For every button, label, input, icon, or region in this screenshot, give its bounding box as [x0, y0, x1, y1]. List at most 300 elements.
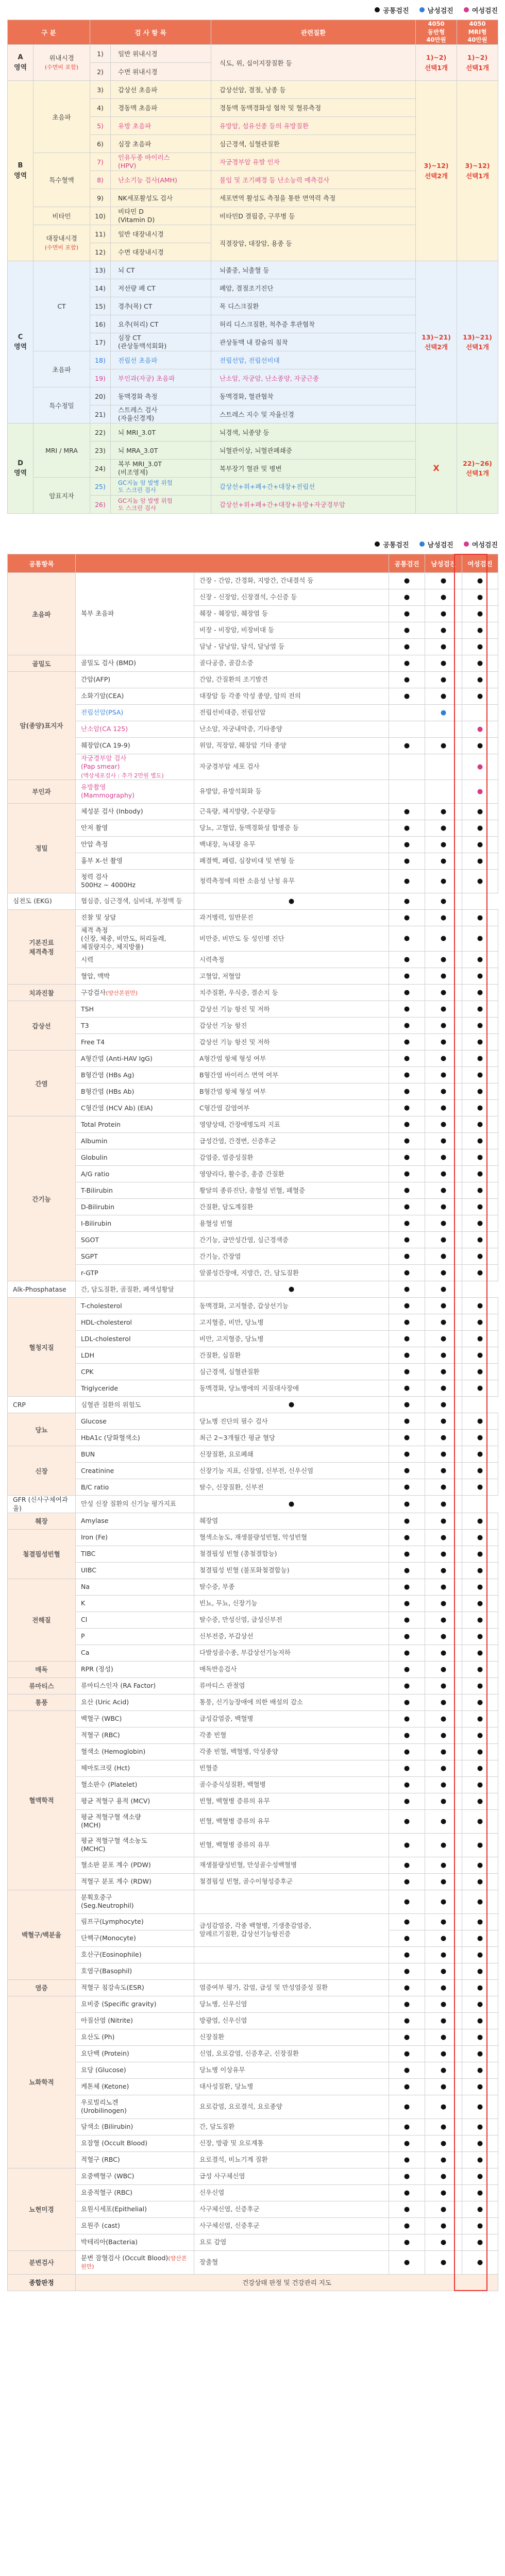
common-mark-icon: ●	[389, 2168, 425, 2184]
male-mark-icon: ●	[425, 1248, 462, 1265]
related-disease: 심혈관 질환의 위험도	[76, 1397, 194, 1413]
female-mark-icon: ●	[462, 2168, 498, 2184]
male-dot-icon	[419, 541, 425, 547]
male-mark-icon: ●	[425, 1546, 462, 1562]
exam-item: Cl	[76, 1612, 194, 1628]
male-mark-icon: ●	[425, 1149, 462, 1166]
table-row	[8, 803, 498, 820]
related-disease: 염증여부 평가, 감염, 급성 및 만성염증성 질환	[194, 1979, 389, 1996]
common-mark-icon: ●	[389, 1479, 425, 1496]
table-row	[8, 1215, 498, 1232]
common-mark-icon: ●	[389, 1083, 425, 1100]
table-row	[8, 1050, 498, 1067]
female-mark-icon: ●	[462, 1018, 498, 1034]
female-mark-icon: ●	[462, 1710, 498, 1727]
female-mark-icon: ●	[462, 1067, 498, 1083]
female-mark-icon: ●	[462, 1413, 498, 1430]
related-disease: 탈수, 신장질환, 신부전	[194, 1479, 389, 1496]
exam-item: 요원시세포(Epithelial)	[76, 2201, 194, 2217]
male-mark-icon: ●	[425, 573, 462, 589]
exam-item: B/C ratio	[76, 1479, 194, 1496]
exam-item: I-Bilirubin	[76, 1215, 194, 1232]
related-disease: 혈색소농도, 재생불량성빈혈, 악성빈혈	[194, 1529, 389, 1546]
common-mark-icon: ●	[389, 1116, 425, 1133]
exam-item: 평균 적혈구 용적 (MCV)	[76, 1793, 194, 1809]
related-disease: 류마티스 관절염	[194, 1677, 389, 1694]
common-mark-icon: ●	[389, 1793, 425, 1809]
common-mark-icon: ●	[389, 1857, 425, 1873]
common-mark-icon: ●	[389, 1265, 425, 1281]
common-mark-icon: ●	[389, 2201, 425, 2217]
male-mark-icon: ●	[425, 606, 462, 622]
male-mark-icon: ●	[425, 1133, 462, 1149]
male-mark-icon: ●	[425, 1710, 462, 1727]
table-row	[8, 1281, 498, 1298]
table-row	[8, 2168, 498, 2184]
table-row	[8, 1248, 498, 1265]
female-mark-icon: ●	[425, 893, 462, 909]
related-disease: 당뇨병 이상유무	[194, 2062, 389, 2078]
related-disease: 철결핍성 빈혈 (불포화철결합능)	[194, 1562, 389, 1579]
group-cell: 암(종양)표지자	[8, 672, 76, 780]
male-mark-icon	[425, 779, 462, 803]
common-mark-icon: ●	[389, 1248, 425, 1265]
female-mark-icon: ●	[462, 1116, 498, 1133]
legend-female: 여성검진	[464, 5, 498, 15]
exam-item: 췌장암(CA 19-9)	[76, 738, 194, 754]
exam-item: 복부 초음파	[76, 573, 194, 655]
female-mark-icon: ●	[462, 1930, 498, 1946]
female-mark-icon: ●	[462, 2201, 498, 2217]
male-mark-icon: ●	[425, 639, 462, 655]
female-mark-icon: ●	[462, 1913, 498, 1930]
exam-item: 심전도 (EKG)	[8, 893, 76, 909]
female-mark-icon: ●	[462, 1083, 498, 1100]
related-disease: 간기능, 급만성간염, 심근경색증	[194, 1232, 389, 1248]
table-row	[8, 1793, 498, 1809]
related-disease: 간기능, 간장염	[194, 1248, 389, 1265]
table-row	[8, 1661, 498, 1677]
male-mark-icon: ●	[425, 869, 462, 893]
female-mark-icon: ●	[462, 1364, 498, 1380]
male-mark-icon: ●	[425, 1727, 462, 1743]
male-mark-icon: ●	[425, 2029, 462, 2045]
exam-item: 체성분 검사 (Inbody)	[76, 803, 194, 820]
exam-item: Globulin	[76, 1149, 194, 1166]
exam-item: B형간염 (HBs Ag)	[76, 1067, 194, 1083]
female-mark-icon: ●	[462, 869, 498, 893]
common-mark-icon: ●	[389, 853, 425, 869]
common-mark-icon: ●	[389, 672, 425, 688]
related-disease: 용혈성 빈혈	[194, 1215, 389, 1232]
related-disease: 간질환, 심질환	[194, 1347, 389, 1364]
table-row	[8, 985, 498, 1001]
exam-item: T-Bilirubin	[76, 1182, 194, 1199]
male-mark-icon: ●	[425, 1067, 462, 1083]
table-row	[8, 1479, 498, 1496]
related-disease: 비장 - 비장암, 비장비대 등	[194, 622, 389, 639]
area-b-select-2: 3)~12) 선택1개	[457, 81, 498, 261]
table-row	[8, 1979, 498, 1996]
female-mark-icon: ●	[462, 1380, 498, 1397]
related-disease: 매독반응검사	[194, 1661, 389, 1677]
exam-item: CRP	[8, 1397, 76, 1413]
common-mark-icon: ●	[389, 738, 425, 754]
area-a-select-1: 1)~2) 선택1개	[416, 45, 457, 81]
table-row	[8, 1595, 498, 1612]
common-mark-icon: ●	[389, 2135, 425, 2151]
common-mark-icon: ●	[389, 952, 425, 968]
common-mark-icon: ●	[389, 655, 425, 672]
common-dot-icon	[375, 7, 380, 12]
male-mark-icon: ●	[425, 1331, 462, 1347]
male-mark-icon: ●	[425, 1034, 462, 1050]
female-mark-icon: ●	[462, 2250, 498, 2274]
female-mark-icon: ●	[462, 622, 498, 639]
male-mark-icon: ●	[425, 1298, 462, 1314]
female-mark-icon: ●	[462, 909, 498, 926]
related-disease: B형간염 항체 형성 여부	[194, 1083, 389, 1100]
common-dot-icon	[375, 541, 380, 547]
related-disease: 고혈압, 저혈압	[194, 968, 389, 985]
male-mark-icon: ●	[425, 1364, 462, 1380]
exam-item: 흉부 X-선 촬영	[76, 853, 194, 869]
exam-item: 혈색소 (Hemoglobin)	[76, 1743, 194, 1760]
male-mark-icon	[425, 754, 462, 780]
related-disease: 갑상선 기능 항진	[194, 1018, 389, 1034]
package-options-table: 구 분 검 사 항 목 관련질환 4050 동반형 40만원 4050 MRI형 40만원 A 영역 위내시경 (수면비 포함) 1) 일반 위내시경 식도, 위, 십이지장질환 등 1)~2) 선택1개 1)~2) 선택1개 2) 수면 위내시경 B 영역 초음파 3) 갑상선 초음파 갑상선암, 결절, 낭종 등 3)~12) 선택2개 3)~12) 선택1개 4) 경동맥 초음파 경동맥 동맥경화성 협착 및 혈류측정 5) 유방 초음파 유방암, 섬유선종 등의 유방질환 6) 심장 초음파 심근경색, 심혈관질환 특수혈액 7) 인유두종 바이러스 (HPV) 자궁경부암 유발 인자 8) 난소기능 검사(AMH) 불임 및 조기폐경 등 난소능력 예측검사 9) NK세포활성도 검사 세포면역 활성도 측정을 통한 면역력 측정 비타민 10) 비타민 D (Vitamin D) 비타민D 결핍증, 구루병 등 대장내시경 (수면비 포함) 11) 일반 대장내시경 직결장암, 대장암, 용종 등 12) 수면 대장내시경 C 영역 CT 13) 뇌 CT 뇌졸중, 뇌출혈 등 13)~21) 선택2개 13)~21) 선택1개 14) 저선량 폐 CT 폐암, 결절조기진단 15) 경추(목) CT 목 디스크질환 16) 요추(허리) CT 허리 디스크질환, 척추증 후관협착 17) 심장 CT (관상동맥석회화) 관상동맥 내 칼슘의 침착 초음파 18) 전립선 초음파 전립선암, 전립선비대 19) 부인과(자궁) 초음파 난소암, 자궁암, 난소종양, 자궁근종 특수정밀 20) 동맥경화 측정 동맥경화, 혈관협착 21) 스트레스 검사 (자율신경계) 스트레스 지수 및 자율신경 D 영역 MRI / MRA 22) 뇌 MRI_3.0T 뇌경색, 뇌종양 등 X 22)~26) 선택1개 23) 뇌 MRA_3.0T 뇌혈관이상, 뇌혈관폐쇄증 24) 복부 MRI_3.0T (비조영제) 복부장기 혈관 및 병변 암표지자 25) GC지놈 암 발병 위험 도 스크린 검사 갑상선+위+폐+간+대장+전립선 26) GC지놈 암 발병 위험 도 스크린 검사 갑상선+위+폐+간+대장+유방+자궁경부암	[7, 20, 498, 514]
male-mark-icon: ●	[425, 1890, 462, 1913]
male-mark-icon: ●	[389, 1281, 425, 1298]
exam-item: Na	[76, 1579, 194, 1595]
table-row	[8, 893, 498, 909]
male-mark-icon: ●	[425, 1963, 462, 1979]
male-mark-icon: ●	[425, 1018, 462, 1034]
female-mark-icon: ●	[462, 738, 498, 754]
table-row	[8, 705, 498, 721]
group-cell: 신장	[8, 1446, 76, 1496]
common-mark-icon: ●	[389, 1562, 425, 1579]
exam-item: B형간염 (HBs Ab)	[76, 1083, 194, 1100]
common-mark-icon: ●	[389, 1694, 425, 1710]
male-mark-icon: ●	[425, 1199, 462, 1215]
table-row	[8, 1727, 498, 1743]
exam-item: D-Bilirubin	[76, 1199, 194, 1215]
common-mark-icon: ●	[194, 893, 389, 909]
common-mark-icon: ●	[389, 1727, 425, 1743]
related-disease: 신장질환, 요로폐쇄	[194, 1446, 389, 1463]
male-mark-icon: ●	[425, 1380, 462, 1397]
common-mark-icon: ●	[389, 1364, 425, 1380]
male-mark-icon: ●	[425, 1215, 462, 1232]
related-disease: 심근경색, 심혈관질환	[194, 1364, 389, 1380]
table-row	[8, 2045, 498, 2062]
female-mark-icon: ●	[462, 1133, 498, 1149]
male-mark-icon: ●	[425, 672, 462, 688]
table-row	[8, 688, 498, 705]
table-row	[8, 2062, 498, 2078]
related-disease: 신장, 방광 및 요로계통	[194, 2135, 389, 2151]
table-row	[8, 869, 498, 893]
female-mark-icon: ●	[462, 1100, 498, 1116]
exam-item: 청력 검사 500Hz ~ 4000Hz	[76, 869, 194, 893]
exam-item: 요비중 (Specific gravity)	[76, 1996, 194, 2012]
female-dot-icon	[464, 541, 469, 547]
exam-item: LDH	[76, 1347, 194, 1364]
common-mark-icon: ●	[389, 985, 425, 1001]
male-mark-icon: ●	[425, 1677, 462, 1694]
common-mark-icon: ●	[389, 1833, 425, 1857]
common-mark-icon: ●	[389, 1314, 425, 1331]
table-row	[8, 1496, 498, 1513]
related-disease: 빈혈, 백혈병 증류의 유무	[194, 1793, 389, 1809]
table-row	[8, 1562, 498, 1579]
area-c-select-1: 13)~21) 선택2개	[416, 261, 457, 423]
table-row	[8, 1149, 498, 1166]
exam-item: 간암(AFP)	[76, 672, 194, 688]
exam-item: 요중백혈구 (WBC)	[76, 2168, 194, 2184]
header-col2: 4050 MRI형 40만원	[457, 20, 498, 45]
related-disease: 알콜성간장애, 지방간, 간, 담도질환	[194, 1265, 389, 1281]
table-row	[8, 853, 498, 869]
male-mark-icon: ●	[389, 1496, 425, 1513]
related-disease: 신장 - 신장암, 신장결석, 수신증 등	[194, 589, 389, 606]
exam-item: K	[76, 1595, 194, 1612]
common-mark-icon: ●	[389, 1133, 425, 1149]
common-mark-icon: ●	[389, 1890, 425, 1913]
common-mark-icon: ●	[389, 1628, 425, 1645]
header-col1: 4050 동반형 40만원	[416, 20, 457, 45]
common-mark-icon: ●	[389, 1298, 425, 1314]
exam-item: A형간염 (Anti-HAV IgG)	[76, 1050, 194, 1067]
related-disease: 유방암, 유방석회화 등	[194, 779, 389, 803]
legend-2: 공통검진 남성검진 여성검진	[0, 534, 505, 554]
female-mark-icon: ●	[462, 1628, 498, 1645]
related-disease: 신장질환	[194, 2029, 389, 2045]
male-mark-icon: ●	[425, 1166, 462, 1182]
male-mark-icon: ●	[425, 1930, 462, 1946]
male-mark-icon: ●	[425, 1595, 462, 1612]
male-mark-icon: ●	[425, 1793, 462, 1809]
exam-item: 아질산염 (Nitrite)	[76, 2012, 194, 2029]
table-row	[8, 1743, 498, 1760]
female-mark-icon: ●	[462, 1979, 498, 1996]
male-mark-icon: ●	[425, 1946, 462, 1963]
header-group: 구 분	[8, 20, 90, 45]
male-mark-icon: ●	[425, 1347, 462, 1364]
common-mark-icon: ●	[389, 2095, 425, 2119]
legend	[0, 0, 505, 20]
female-mark-icon: ●	[462, 1199, 498, 1215]
exam-item: GFR (신사구체여과율)	[8, 1496, 76, 1513]
female-dot-icon	[464, 7, 469, 12]
exam-item: 체격 측정 (신장, 체중, 비만도, 허리둘레, 체질량지수, 체지방률)	[76, 926, 194, 952]
female-mark-icon: ●	[462, 820, 498, 836]
male-mark-icon	[425, 721, 462, 738]
table-row	[8, 2250, 498, 2274]
common-mark-icon: ●	[389, 2012, 425, 2029]
common-mark-icon: ●	[389, 869, 425, 893]
area-b-label: B 영역	[8, 81, 33, 261]
male-mark-icon: ●	[425, 1694, 462, 1710]
related-disease: 간질환, 담도계질환	[194, 1199, 389, 1215]
related-disease: 당뇨병, 신우신염	[194, 1996, 389, 2012]
exam-item: 분변 잠혈검사 (Occult Blood)(양산본원만)	[76, 2250, 194, 2274]
female-mark-icon: ●	[462, 2045, 498, 2062]
male-mark-icon: ●	[425, 1100, 462, 1116]
area-a-select-2: 1)~2) 선택1개	[457, 45, 498, 81]
group-cell: 간기능	[8, 1116, 76, 1281]
related-disease: 폐결핵, 폐렴, 심장비대 및 변형 등	[194, 853, 389, 869]
female-mark-icon: ●	[462, 2012, 498, 2029]
common-mark-icon: ●	[389, 1996, 425, 2012]
common-mark-icon: ●	[389, 1001, 425, 1018]
female-mark-icon: ●	[462, 1793, 498, 1809]
female-mark-icon: ●	[462, 1890, 498, 1913]
female-mark-icon: ●	[462, 1529, 498, 1546]
group-cell: 뇨현미경	[8, 2168, 76, 2250]
common-mark-icon: ●	[389, 1963, 425, 1979]
female-mark-icon: ●	[462, 639, 498, 655]
female-mark-icon: ●	[462, 1996, 498, 2012]
exam-item: HDL-cholesterol	[76, 1314, 194, 1331]
related-disease: 췌장염	[194, 1513, 389, 1529]
exam-item: 혈소판 분포 계수 (PDW)	[76, 1857, 194, 1873]
related-disease: 통풍, 신기능장애에 의한 배설의 감소	[194, 1694, 389, 1710]
exam-item: 일반 위내시경	[111, 45, 211, 63]
male-mark-icon: ●	[425, 589, 462, 606]
related-disease: B형간염 바이러스 면역 여부	[194, 1067, 389, 1083]
related-disease: 급성 사구체신염	[194, 2168, 389, 2184]
common-mark-icon: ●	[389, 1232, 425, 1248]
table-row	[8, 754, 498, 780]
female-mark-icon: ●	[425, 1496, 462, 1513]
male-mark-icon: ●	[425, 1513, 462, 1529]
exam-item: 요당 (Glucose)	[76, 2062, 194, 2078]
female-mark-icon: ●	[462, 1430, 498, 1446]
common-mark-icon: ●	[389, 1529, 425, 1546]
female-mark-icon: ●	[462, 1050, 498, 1067]
related-disease: 간암, 간질환의 조기발견	[194, 672, 389, 688]
common-mark-icon	[389, 721, 425, 738]
area-a-label: A 영역	[8, 45, 33, 81]
male-mark-icon: ●	[425, 1446, 462, 1463]
related-disease: 최근 2~3개월간 평균 혈당	[194, 1430, 389, 1446]
female-mark-icon: ●	[462, 926, 498, 952]
male-mark-icon: ●	[425, 2250, 462, 2274]
exam-item: Glucose	[76, 1413, 194, 1430]
area-b-colonoscopy: 대장내시경 (수면비 포함)	[33, 225, 90, 261]
male-mark-icon: ●	[425, 803, 462, 820]
common-mark-icon	[389, 779, 425, 803]
female-mark-icon: ●	[462, 952, 498, 968]
related-disease: 탈수증, 부종	[194, 1579, 389, 1595]
female-mark-icon: ●	[462, 779, 498, 803]
related-disease: 백내장, 녹내장 유무	[194, 836, 389, 853]
table-row	[8, 1430, 498, 1446]
male-mark-icon: ●	[425, 836, 462, 853]
exam-item: A/G ratio	[76, 1166, 194, 1182]
common-mark-icon: ●	[389, 1018, 425, 1034]
male-mark-icon: ●	[425, 2151, 462, 2168]
female-mark-icon: ●	[462, 1579, 498, 1595]
male-mark-icon: ●	[425, 1776, 462, 1793]
group-cell: 혈청지질	[8, 1298, 76, 1397]
exam-item: T3	[76, 1018, 194, 1034]
male-mark-icon: ●	[425, 820, 462, 836]
exam-item: Free T4	[76, 1034, 194, 1050]
table-row	[8, 1694, 498, 1710]
group-cell: 부인과	[8, 779, 76, 803]
female-mark-icon: ●	[462, 1001, 498, 1018]
common-mark-icon: ●	[389, 1743, 425, 1760]
related-disease: 신부전증, 부갑상선	[194, 1628, 389, 1645]
header-organ: 관련질환	[211, 20, 416, 45]
common-mark-icon: ●	[389, 622, 425, 639]
exam-item: TSH	[76, 1001, 194, 1018]
exam-item: 담색소 (Bilirubin)	[76, 2119, 194, 2135]
female-mark-icon: ●	[462, 2095, 498, 2119]
table-row	[8, 2135, 498, 2151]
male-mark-icon: ●	[425, 2078, 462, 2095]
common-mark-icon: ●	[389, 2078, 425, 2095]
exam-item: 진찰 및 상담	[76, 909, 194, 926]
group-cell: 통풍	[8, 1694, 76, 1710]
common-mark-icon: ●	[389, 1645, 425, 1661]
female-mark-icon: ●	[462, 1248, 498, 1265]
male-mark-icon: ●	[425, 622, 462, 639]
male-mark-icon: ●	[425, 2135, 462, 2151]
table-row	[8, 2234, 498, 2250]
related-disease: 빈뇨, 무뇨, 신장기능	[194, 1595, 389, 1612]
female-mark-icon: ●	[462, 1463, 498, 1479]
female-mark-icon: ●	[462, 1034, 498, 1050]
female-mark-icon: ●	[462, 2078, 498, 2095]
table-row	[8, 1199, 498, 1215]
table-row	[8, 909, 498, 926]
common-mark-icon: ●	[389, 1100, 425, 1116]
exam-item: 혈소판수 (Platelet)	[76, 1776, 194, 1793]
exam-item: Ca	[76, 1645, 194, 1661]
exam-item: 케톤체 (Ketone)	[76, 2078, 194, 2095]
common-mark-icon: ●	[389, 1166, 425, 1182]
header-exam: 검 사 항 목	[90, 20, 211, 45]
common-mark-icon: ●	[389, 639, 425, 655]
male-mark-icon: ●	[425, 1809, 462, 1833]
group-cell: 혈액학적	[8, 1710, 76, 1890]
exam-item: 수면 위내시경	[111, 63, 211, 81]
common-mark-icon: ●	[389, 1215, 425, 1232]
female-mark-icon: ●	[462, 1857, 498, 1873]
common-mark-icon: ●	[389, 2045, 425, 2062]
male-mark-icon: ●	[425, 1265, 462, 1281]
female-mark-icon: ●	[462, 573, 498, 589]
related-disease: 비만증, 비만도 등 성인병 진단	[194, 926, 389, 952]
exam-item: Albumin	[76, 1133, 194, 1149]
common-mark-icon: ●	[389, 1979, 425, 1996]
female-mark-icon: ●	[462, 1743, 498, 1760]
common-mark-icon: ●	[389, 573, 425, 589]
group-cell: 갑상선	[8, 1001, 76, 1050]
exam-item: 골밀도 검사 (BMD)	[76, 655, 194, 672]
female-mark-icon	[462, 705, 498, 721]
related-disease: 요로 감염	[194, 2234, 389, 2250]
common-mark-icon: ●	[389, 606, 425, 622]
common-mark-icon: ●	[194, 1496, 389, 1513]
female-mark-icon: ●	[462, 1265, 498, 1281]
female-mark-icon: ●	[462, 1595, 498, 1612]
related-disease: 신염, 요로감염, 신증후군, 신장질환	[194, 2045, 389, 2062]
